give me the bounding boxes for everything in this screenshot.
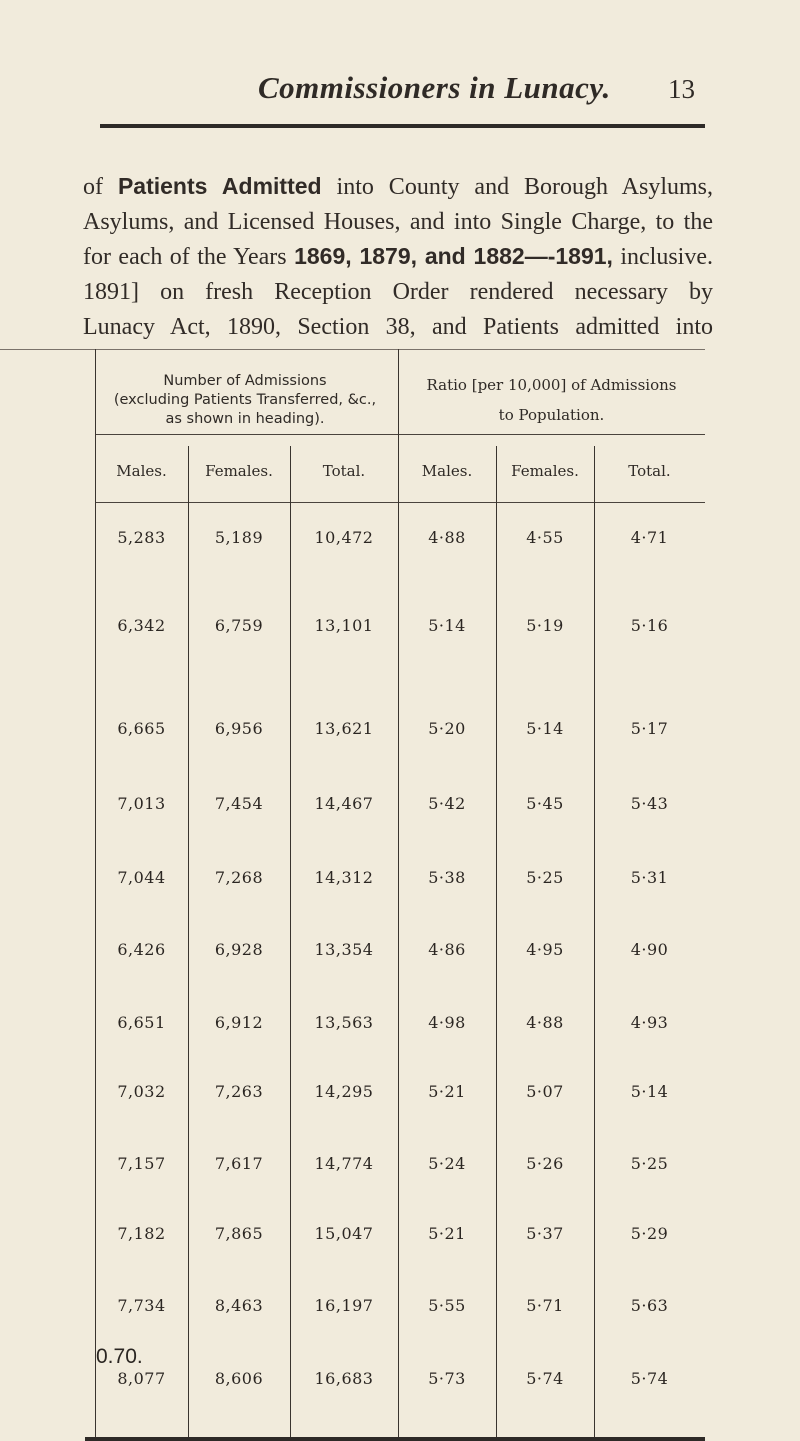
cell-females-ratio: 5·26: [526, 1154, 564, 1173]
cell-total-admissions: 10,472: [314, 528, 374, 547]
cell-total-admissions: 13,101: [314, 616, 374, 635]
cell-males-ratio: 5·24: [428, 1154, 466, 1173]
cell-total-admissions: 14,312: [314, 868, 374, 887]
admissions-header-line1: Number of Admissions: [163, 373, 327, 389]
cell-females-ratio: 4·55: [526, 528, 564, 547]
col-header-total-ratio: Total.: [628, 462, 671, 480]
footer-note: 0.70.: [96, 1345, 143, 1368]
intro-text-post: inclusive.: [612, 244, 713, 270]
cell-total-admissions: 14,467: [314, 794, 374, 813]
intro-text-pre: Lunacy Act, 1890, Section 38, and Patients admitted into: [83, 314, 713, 340]
col-header-females-ratio: Females.: [511, 462, 579, 480]
cell-total-ratio: 5·25: [630, 1154, 669, 1173]
cell-females-admissions: 5,189: [214, 528, 264, 547]
cell-males-admissions: 7,032: [117, 1082, 166, 1101]
intro-line: [83, 239, 713, 274]
cell-total-admissions: 13,563: [314, 1013, 374, 1032]
cell-males-ratio: 5·38: [428, 868, 466, 887]
cell-males-ratio: 5·14: [428, 616, 466, 635]
table-bottom-rule: [85, 1437, 705, 1441]
cell-females-admissions: 8,606: [214, 1369, 264, 1388]
cell-males-ratio: 5·21: [428, 1224, 466, 1243]
cell-females-admissions: 6,928: [214, 940, 264, 959]
cell-females-ratio: 5·45: [526, 794, 564, 813]
cell-females-admissions: 6,956: [214, 719, 264, 738]
intro-text-pre: of: [83, 174, 118, 200]
cell-males-ratio: 5·21: [428, 1082, 466, 1101]
cell-males-admissions: 6,342: [117, 616, 166, 635]
running-title: Commissioners in Lunacy.: [258, 70, 611, 105]
intro-text-pre: Asylums, and Licensed Houses, and into Single Charge, to the: [83, 209, 713, 235]
cell-total-admissions: 16,683: [314, 1369, 374, 1388]
cell-females-admissions: 7,263: [214, 1082, 264, 1101]
col-header-males-ratio: Males.: [421, 462, 473, 480]
intro-line: [83, 169, 713, 204]
cell-total-ratio: 5·74: [630, 1369, 669, 1388]
cell-females-admissions: 7,617: [214, 1154, 264, 1173]
col-header-males-admissions: Males.: [116, 462, 167, 480]
cell-females-ratio: 5·14: [526, 719, 564, 738]
running-head: [0, 70, 800, 110]
intro-text-bold: 1869, 1879, and 1882—-1891,: [294, 243, 613, 269]
cell-total-ratio: 5·29: [630, 1224, 669, 1243]
table-top-rule: [0, 349, 705, 350]
cell-females-ratio: 4·88: [526, 1013, 564, 1032]
cell-total-ratio: 4·71: [630, 528, 669, 547]
cell-males-admissions: 7,182: [117, 1224, 166, 1243]
intro-line: [83, 204, 713, 239]
cell-total-admissions: 14,295: [314, 1082, 374, 1101]
cell-females-admissions: 7,268: [214, 868, 264, 887]
cell-males-ratio: 5·55: [428, 1296, 466, 1315]
cell-females-admissions: 6,912: [214, 1013, 264, 1032]
cell-males-admissions: 7,734: [117, 1296, 166, 1315]
cell-males-admissions: 7,013: [117, 794, 166, 813]
cell-females-admissions: 7,454: [214, 794, 264, 813]
table-left-border: [95, 349, 96, 1437]
cell-total-ratio: 5·17: [630, 719, 669, 738]
intro-text-bold: Patients Admitted: [117, 173, 322, 199]
ratio-header-line1: Ratio [per 10,000] of Admissions: [426, 376, 677, 394]
cell-females-ratio: 5·07: [526, 1082, 564, 1101]
cell-females-ratio: 5·37: [526, 1224, 564, 1243]
cell-total-ratio: 5·16: [630, 616, 669, 635]
cell-total-admissions: 13,354: [314, 940, 374, 959]
cell-males-admissions: 6,651: [117, 1013, 166, 1032]
intro-paragraph: [83, 169, 713, 344]
col-header-females-admissions: Females.: [205, 462, 273, 480]
cell-males-ratio: 5·73: [428, 1369, 466, 1388]
intro-line: [83, 274, 713, 309]
cell-females-admissions: 6,759: [214, 616, 264, 635]
cell-total-admissions: 14,774: [314, 1154, 374, 1173]
cell-males-admissions: 5,283: [117, 528, 166, 547]
admissions-header-line3: as shown in heading).: [165, 411, 325, 427]
admissions-group-header: [95, 372, 395, 429]
header-divider-right: [398, 434, 705, 435]
cell-total-ratio: 5·14: [630, 1082, 669, 1101]
cell-total-ratio: 5·43: [630, 794, 669, 813]
cell-females-ratio: 5·25: [526, 868, 564, 887]
head-rule: [100, 124, 705, 128]
cell-females-ratio: 5·19: [526, 616, 564, 635]
intro-text-pre: for each of the Years: [83, 244, 295, 270]
intro-line: [83, 309, 713, 344]
cell-total-admissions: 15,047: [314, 1224, 374, 1243]
cell-males-admissions: 7,157: [117, 1154, 166, 1173]
cell-males-admissions: 7,044: [117, 868, 166, 887]
intro-text-pre: 1891] on fresh Reception Order rendered necessary by: [83, 279, 713, 305]
cell-males-ratio: 5·20: [428, 719, 466, 738]
cell-total-ratio: 4·90: [630, 940, 669, 959]
page-number: 13: [668, 74, 695, 104]
intro-text-post: into County and Borough Asylums,: [321, 174, 714, 200]
cell-males-ratio: 4·98: [428, 1013, 466, 1032]
cell-females-admissions: 8,463: [214, 1296, 264, 1315]
cell-females-ratio: 5·71: [526, 1296, 564, 1315]
column-header-rule: [95, 502, 705, 503]
ratio-header-line2: to Population.: [498, 406, 605, 424]
cell-males-admissions: 6,665: [117, 719, 166, 738]
cell-males-admissions: 8,077: [117, 1369, 166, 1388]
divider-admissions-ratio: [398, 349, 399, 1437]
cell-total-ratio: 4·93: [630, 1013, 669, 1032]
cell-total-admissions: 16,197: [314, 1296, 374, 1315]
cell-total-admissions: 13,621: [314, 719, 374, 738]
cell-males-ratio: 4·88: [428, 528, 466, 547]
cell-males-ratio: 4·86: [428, 940, 466, 959]
cell-males-admissions: 6,426: [117, 940, 166, 959]
col-header-total-admissions: Total.: [322, 462, 366, 480]
cell-females-admissions: 7,865: [214, 1224, 264, 1243]
ratio-group-header: [398, 370, 705, 430]
cell-males-ratio: 5·42: [428, 794, 466, 813]
header-divider-left: [95, 434, 398, 435]
admissions-header-line2: (excluding Patients Transferred, &c.,: [113, 392, 377, 408]
cell-females-ratio: 5·74: [526, 1369, 564, 1388]
cell-total-ratio: 5·63: [630, 1296, 669, 1315]
cell-total-ratio: 5·31: [630, 868, 669, 887]
cell-females-ratio: 4·95: [526, 940, 564, 959]
